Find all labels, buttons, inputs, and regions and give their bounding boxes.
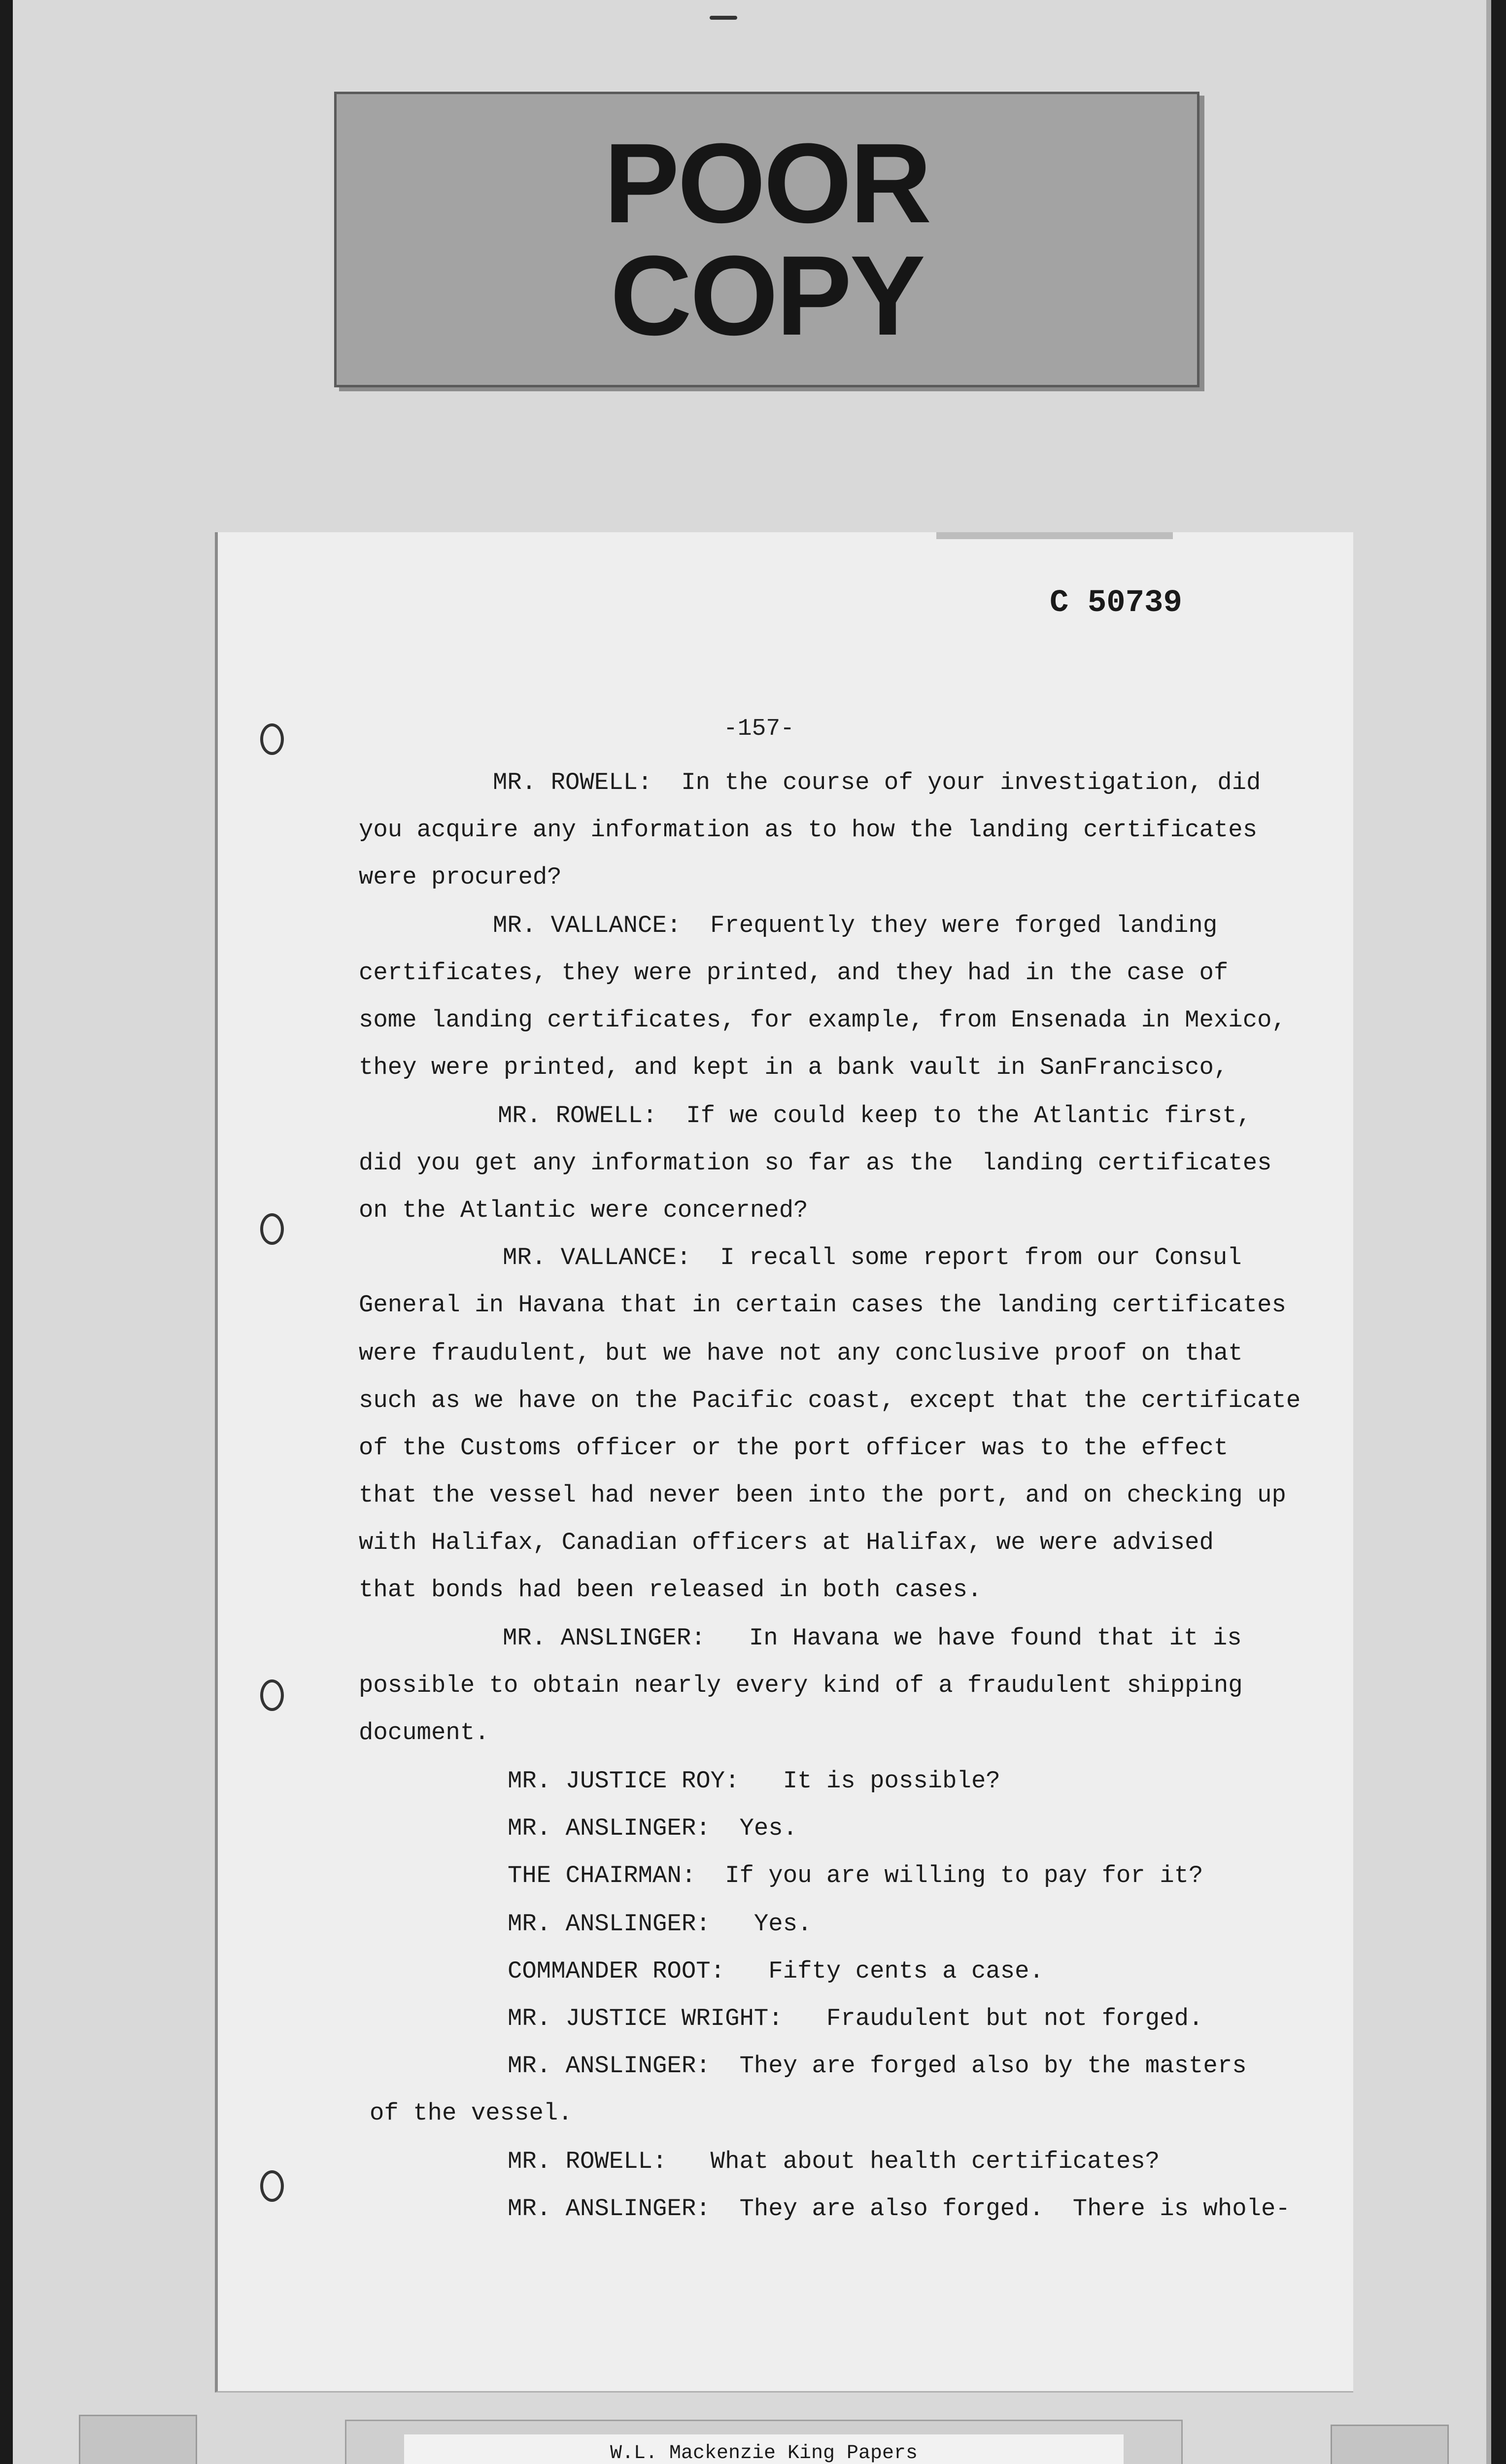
transcript-line: that bonds had been released in both cases. — [359, 1576, 982, 1604]
transcript-line: MR. ROWELL: What about health certificates? — [508, 2148, 1160, 2175]
tape-strip-right — [1331, 2425, 1449, 2464]
transcript-line: that the vessel had never been into the port, and on checking up — [359, 1481, 1286, 1509]
transcript-line: MR. ANSLINGER: They are also forged. There is whole- — [508, 2195, 1290, 2223]
scratch-mark — [710, 16, 737, 20]
film-frame-left — [0, 0, 13, 2464]
transcript-line: with Halifax, Canadian officers at Halifax, we were advised — [359, 1529, 1214, 1556]
transcript-line: were fraudulent, but we have not any conclusive proof on that — [359, 1339, 1243, 1367]
transcript-line: COMMANDER ROOT: Fifty cents a case. — [508, 1957, 1044, 1985]
transcript-line: on the Atlantic were concerned? — [359, 1197, 808, 1224]
transcript-line: you acquire any information as to how the landing certificates — [359, 816, 1258, 844]
poor-copy-line1: POOR — [604, 120, 930, 246]
poor-copy-line2: COPY — [610, 232, 924, 359]
transcript-line: MR. ROWELL: In the course of your investigation, did — [493, 769, 1261, 796]
punch-hole — [260, 1213, 284, 1245]
transcript-line: MR. ROWELL: If we could keep to the Atlantic first, — [498, 1102, 1252, 1129]
transcript-line: MR. ANSLINGER: Yes. — [508, 1814, 798, 1842]
transcript-line: document. — [359, 1719, 489, 1746]
transcript-line: possible to obtain nearly every kind of a fraudulent shipping — [359, 1672, 1243, 1699]
transcript-line: of the vessel. — [370, 2099, 573, 2127]
paper-tear — [936, 532, 1173, 539]
transcript-line: MR. VALLANCE: Frequently they were forged landing — [493, 912, 1218, 939]
punch-hole — [260, 723, 284, 755]
transcript-line: they were printed, and kept in a bank vault in SanFrancisco, — [359, 1054, 1229, 1081]
transcript-line: MR. JUSTICE WRIGHT: Fraudulent but not forged. — [508, 2005, 1203, 2032]
transcript-line: MR. ANSLINGER: They are forged also by the masters — [508, 2052, 1247, 2080]
transcript-line: THE CHAIRMAN: If you are willing to pay for it? — [508, 1862, 1203, 1889]
transcript-line: did you get any information so far as the landing certificates — [359, 1149, 1272, 1177]
collection-caption — [404, 2434, 1124, 2464]
punch-hole — [260, 2170, 284, 2202]
transcript-line: MR. ANSLINGER: Yes. — [508, 1910, 812, 1938]
transcript-line: such as we have on the Pacific coast, except that the certificate — [359, 1387, 1301, 1414]
page-number: -157- — [723, 716, 795, 742]
collection-name: W.L. Mackenzie King Papers — [610, 2442, 918, 2464]
transcript-line: MR. ANSLINGER: In Havana we have found that it is — [503, 1624, 1242, 1652]
film-frame-right-inner — [1486, 0, 1491, 2464]
poor-copy-label — [334, 92, 1199, 387]
transcript-line: of the Customs officer or the port officer was to the effect — [359, 1434, 1229, 1462]
document-id: C 50739 — [1050, 585, 1182, 621]
transcript-line: certificates, they were printed, and they had in the case of — [359, 959, 1229, 987]
transcript-line: some landing certificates, for example, from Ensenada in Mexico, — [359, 1006, 1286, 1034]
transcript-line: MR. VALLANCE: I recall some report from our Consul — [503, 1244, 1242, 1271]
transcript-line: were procured? — [359, 863, 562, 891]
punch-hole — [260, 1679, 284, 1711]
transcript-line: MR. JUSTICE ROY: It is possible? — [508, 1767, 1000, 1795]
transcript-line: General in Havana that in certain cases the landing certificates — [359, 1291, 1286, 1319]
tape-strip-left — [79, 2415, 197, 2464]
film-frame-right — [1491, 0, 1506, 2464]
